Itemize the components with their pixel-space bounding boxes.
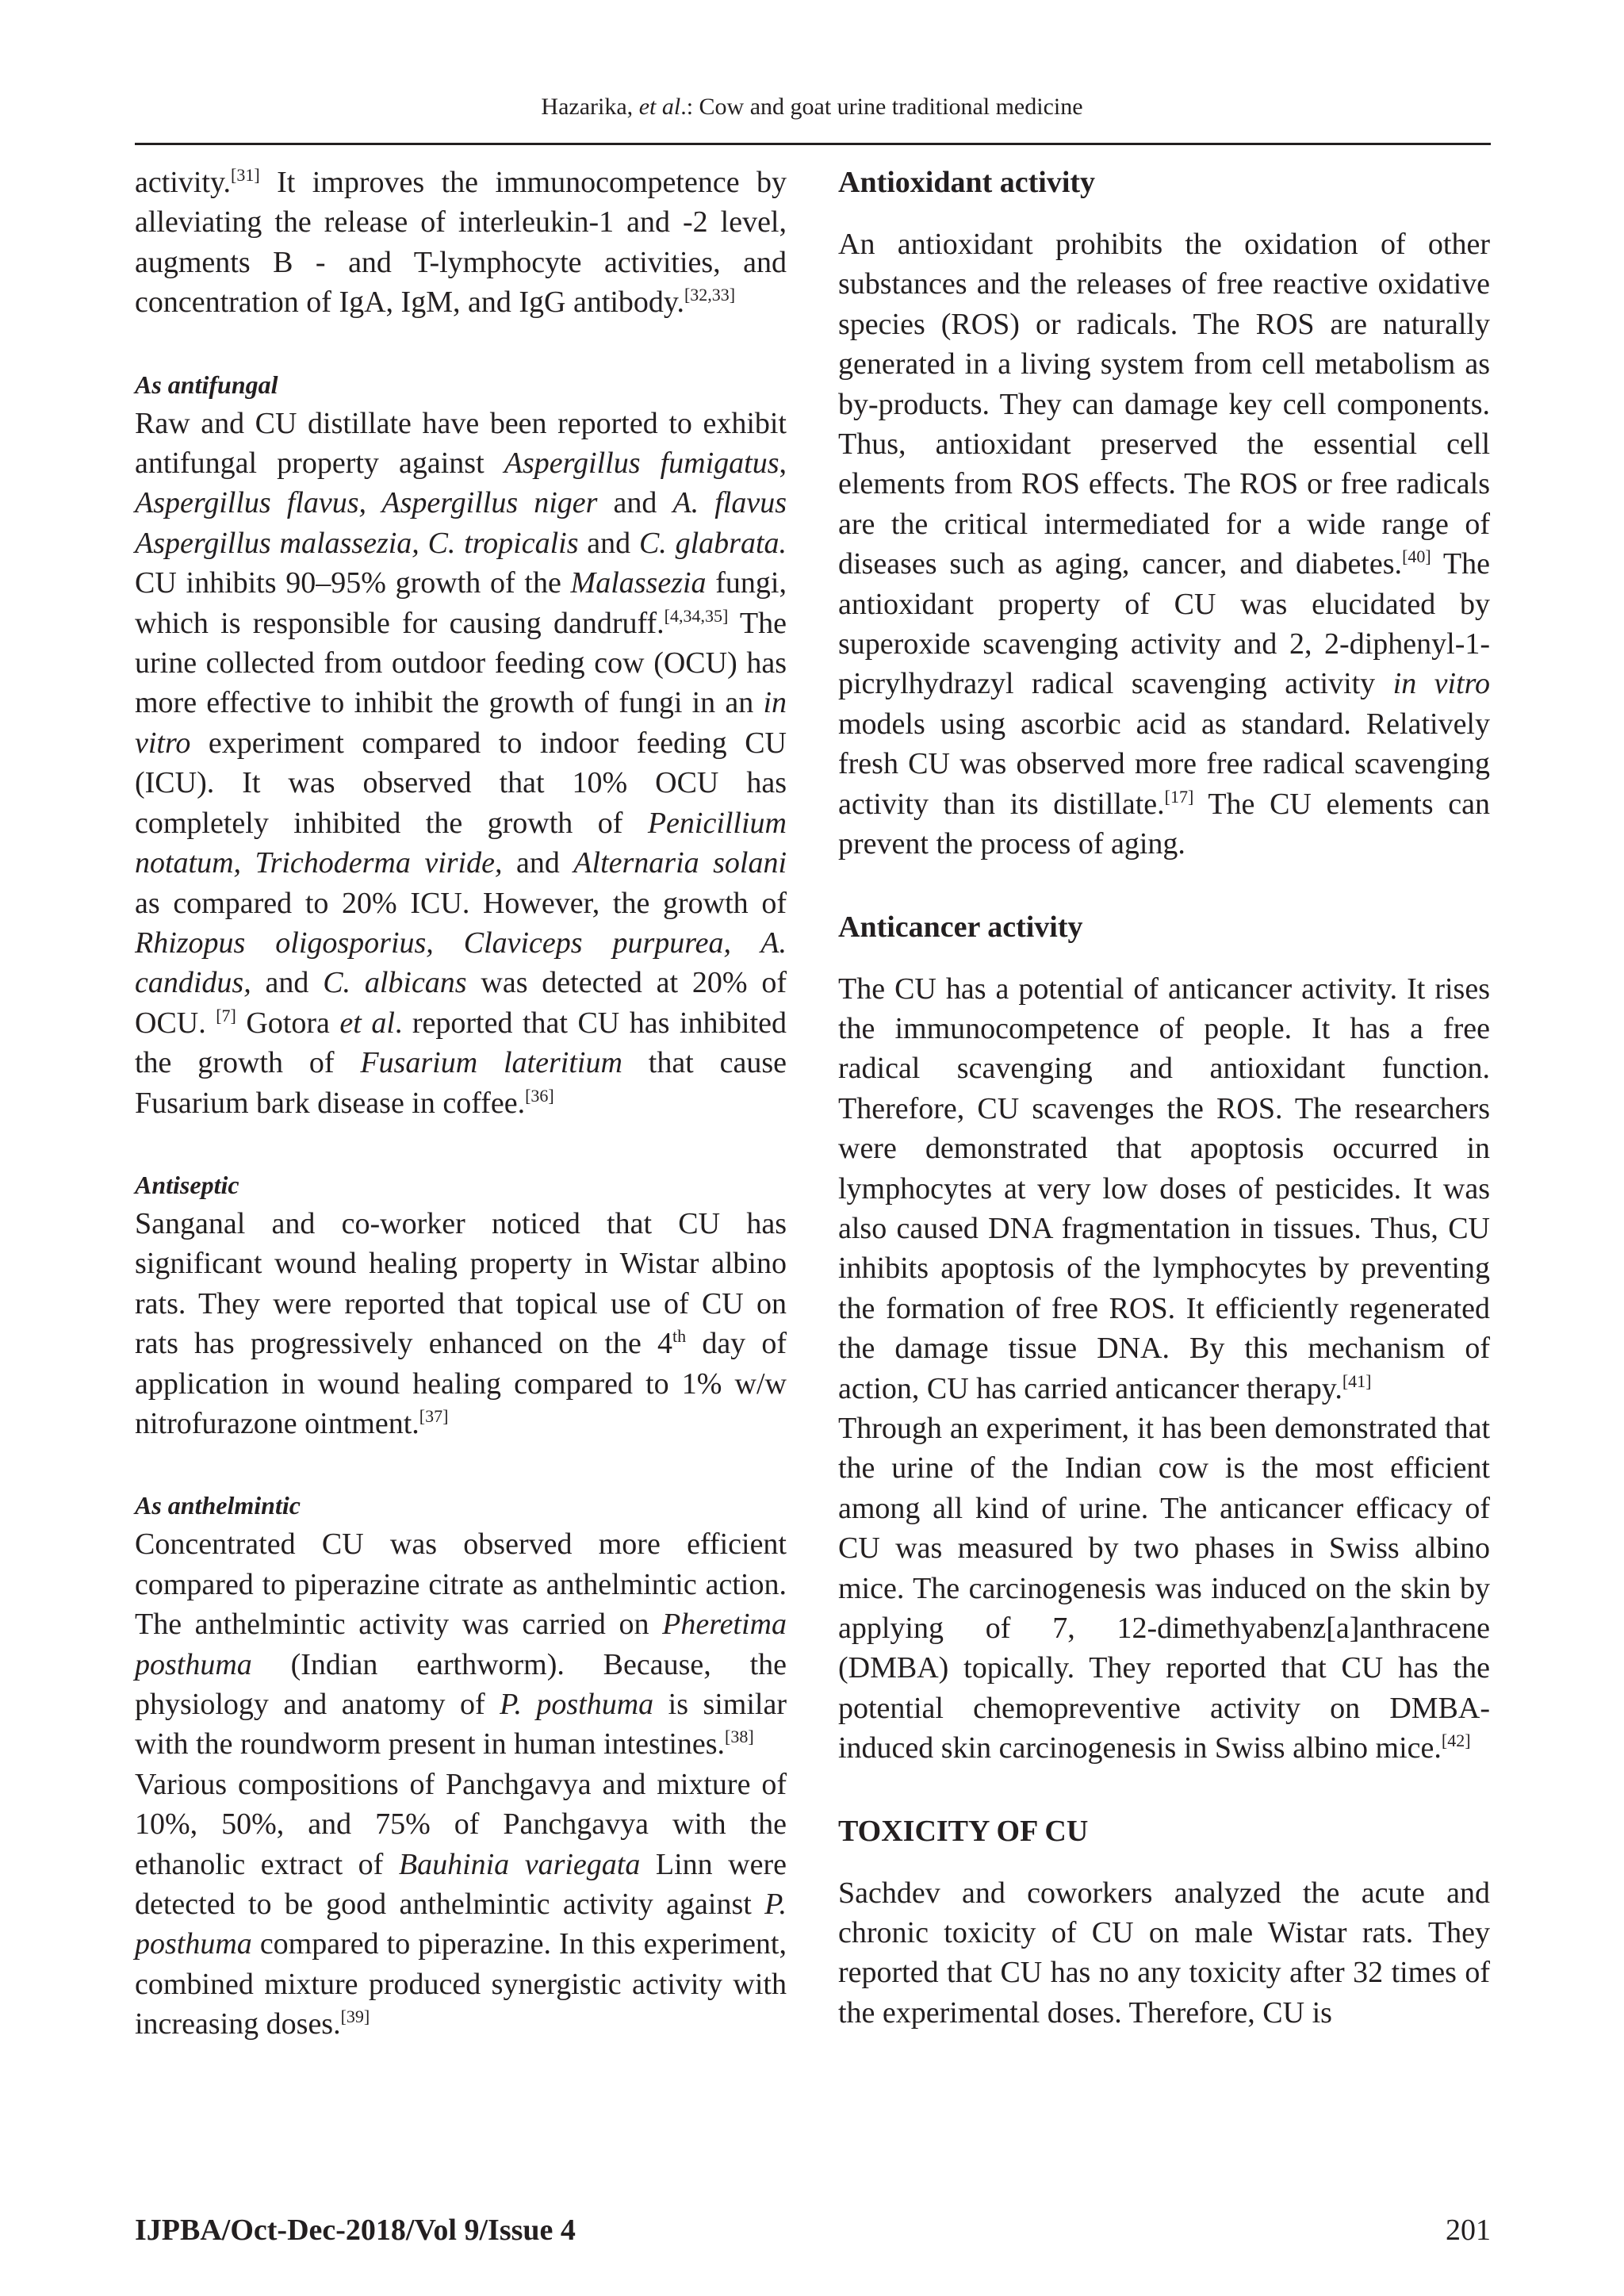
journal-footer: IJPBA/Oct-Dec-2018/Vol 9/Issue 4 [135,2214,576,2247]
anticancer-paragraph-1: The CU has a potential of anticancer activity. It rises the immunocompetence of people. It has a free radical scavenging and antioxidant function. Therefore, CU scavenges the ROS. The researchers were demonstrated that apoptosis occurred in lymphocytes at very low doses of pesticides. It was also caused DNA fragmentation in tissues. Thus, CU inhibits apoptosis of the lymphocytes by preventing the formation of free ROS. It efficiently regenerated the damage tissue DNA. By this mechanism of action, CU has carried anticancer therapy.[41] [838,972,1490,1405]
citation: [38] [725,1727,754,1747]
header-title: .: Cow and goat urine traditional medicine [680,94,1083,120]
toxicity-heading: TOXICITY OF CU [838,1814,1089,1848]
citation: [39] [340,2007,370,2027]
anthelmintic-paragraph-1: Concentrated CU was observed more efficient compared to piperazine citrate as anthelmintic action. The anthelmintic activity was carried on Pheretima posthuma (Indian earthworm). Because, the physiology and anatomy of P. posthuma is similar with the roundworm present in human intestines.[38] [135,1527,787,1761]
citation: [42] [1441,1731,1471,1751]
anticancer-heading: Anticancer activity [838,910,1083,944]
header-etal: et al [638,94,681,120]
citation: [36] [525,1085,554,1106]
antioxidant-paragraph: An antioxidant prohibits the oxidation of other substances and the releases of free reactive oxidative species (ROS) or radicals. The ROS are naturally generated in a living system from cell metabolism as by-products. They can damage key cell components. Thus, antioxidant preserved the essential cell elements from ROS effects. The ROS or free radicals are the critical intermediated for a wide range of diseases such as aging, cancer, and diabetes.[40] The antioxidant property of CU was elucidated by superoxide scavenging activity and 2, 2-diphenyl-1-picrylhydrazyl radical scavenging activity in vitro models using ascorbic acid as standard. Relatively fresh CU was observed more free radical scavenging activity than its distillate.[17] The CU elements can prevent the process of aging. [838,228,1491,861]
header-author: Hazarika, [541,94,639,120]
right-column [838,163,1490,2033]
antioxidant-heading: Antioxidant activity [838,166,1096,199]
running-header [135,94,1489,121]
citation: [41] [1342,1370,1372,1391]
citation: [40] [1402,546,1431,567]
anthelmintic-paragraph-2: Various compositions of Panchgavya and mixture of 10%, 50%, and 75% of Panchgavya with the ethanolic extract of Bauhinia variegata Linn were detected to be good anthelmintic activity against P. posthuma compared to piperazine. In this experiment, combined mixture produced synergistic activity with increasing doses.[39] [135,1767,787,2041]
header-rule [135,143,1491,145]
citation: [7] [216,1005,236,1025]
citation: [4,34,35] [664,605,729,626]
citation: [17] [1164,786,1194,807]
toxicity-paragraph: Sachdev and coworkers analyzed the acute and chronic toxicity of CU on male Wistar rats. They reported that CU has no any toxicity after 32 times of the experimental doses. Therefore, CU is [838,1876,1490,2030]
page-number: 201 [1446,2214,1491,2247]
citation: [31] [231,165,260,185]
antiseptic-heading: Antiseptic [135,1170,239,1199]
antiseptic-paragraph: Sanganal and co-worker noticed that CU has significant wound healing property in Wistar albino rats. They were reported that topical use of CU on rats has progressively enhanced on the 4th day of application in wound healing compared to 1% w/w nitrofurazone ointment.[37] [135,1206,787,1440]
citation: [37] [419,1405,449,1426]
anthelmintic-heading: As anthelmintic [135,1491,301,1520]
antifungal-paragraph: Raw and CU distillate have been reported to exhibit antifungal property against Aspergillus fumigatus, Aspergillus flavus, Aspergillus niger and A. flavus Aspergillus malassezia, C. tropicalis and C. glabrata. CU inhibits 90–95% growth of the Malassezia fungi, which is responsible for causing dandruff.[4,34,35] The urine collected from outdoor feeding cow (OCU) has more effective to inhibit the growth of fungi in an in vitro experiment compared to indoor feeding CU (ICU). It was observed that 10% OCU has completely inhibited the growth of Penicillium notatum, Trichoderma viride, and Alternaria solani as compared to 20% ICU. However, the growth of Rhizopus oligosporius, Claviceps purpurea, A. candidus, and C. albicans was detected at 20% of OCU. [7] Gotora et al. reported that CU has inhibited the growth of Fusarium lateritium that cause Fusarium bark disease in coffee.[36] [135,406,787,1120]
anticancer-paragraph-2: Through an experiment, it has been demonstrated that the urine of the Indian cow is the most efficient among all kind of urine. The anticancer efficacy of CU was measured by two phases in Swiss albino mice. The carcinogenesis was induced on the skin by applying of 7, 12-dimethyabenz[a]anthracene (DMBA) topically. They reported that CU has the potential chemopreventive activity on DMBA-induced skin carcinogenesis in Swiss albino mice.[42] [838,1411,1490,1765]
left-column [135,163,787,2045]
antifungal-heading: As antifungal [135,370,278,399]
intro-paragraph: activity.[31] It improves the immunocompetence by alleviating the release of interleukin-1 and -2 level, augments B - and T-lymphocyte activities, and concentration of IgA, IgM, and IgG antibody.[32,33] [135,165,787,320]
citation: [32,33] [684,285,736,305]
